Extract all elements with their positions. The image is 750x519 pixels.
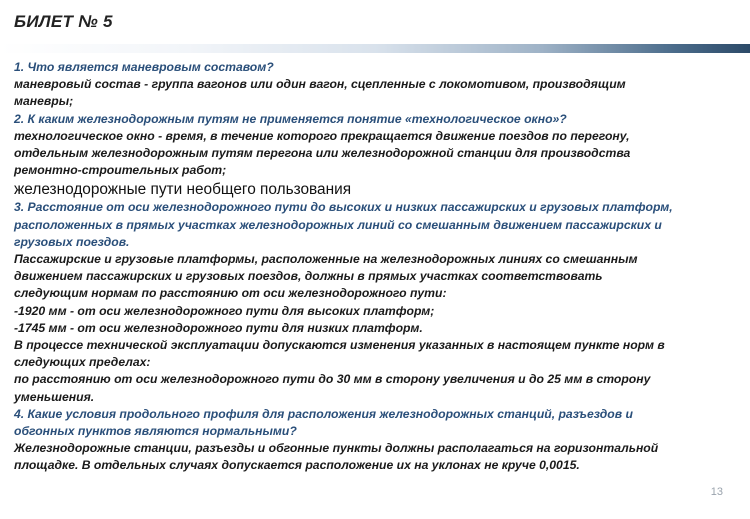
answer-line: отдельным железнодорожным путям перегона или железнодорожной станции для производства [14, 146, 631, 161]
answer-line: маневровый состав - группа вагонов или один вагон, сцепленные с локомотивом, производящим [14, 77, 626, 92]
question-line: 4. Какие условия продольного профиля для расположения железнодорожных станций, разъездов и [14, 406, 633, 421]
highlighted-answer: железнодорожные пути необщего пользования [14, 181, 352, 199]
answer-line: -1920 мм - от оси железнодорожного пути для высоких платформ; [14, 303, 435, 318]
answer-line: -1745 мм - от оси железнодорожного пути для низких платформ. [14, 320, 423, 335]
answer-line: уменьшения. [14, 389, 95, 404]
ticket-content [14, 59, 740, 475]
accent-bar [0, 44, 750, 53]
answer-line: технологическое окно - время, в течение которого прекращается движение поездов по перегону, [14, 128, 630, 143]
question-line: 1. Что является маневровым составом? [14, 60, 274, 74]
answer-line: Пассажирские и грузовые платформы, расположенные на железнодорожных линиях со смешанным [14, 252, 638, 267]
answer-line: следующих пределах: [14, 355, 151, 370]
question-line: 3. Расстояние от оси железнодорожного пути до высоких и низких пассажирских и грузовых платформ, [14, 200, 673, 215]
answer-line: по расстоянию от оси железнодорожного пути до 30 мм в сторону увеличения и до 25 мм в сторону [14, 372, 651, 387]
question-line: 2. К каким железнодорожным путям не применяется понятие «технологическое окно»? [14, 111, 567, 126]
page-number: 13 [710, 486, 723, 498]
answer-line: ремонтно-строительных работ; [14, 163, 227, 178]
answer-line: площадке. В отдельных случаях допускается расположение их на уклонах не круче 0,0015. [14, 458, 580, 473]
answer-line: В процессе технической эксплуатации допускаются изменения указанных в настоящем пункте норм в [14, 338, 665, 353]
question-line: обгонных пунктов являются нормальными? [14, 424, 297, 439]
answer-line: Железнодорожные станции, разъезды и обгонные пункты должны располагаться на горизонтальной [14, 441, 659, 456]
question-line: грузовых поездов. [14, 234, 130, 249]
answer-line: следующим нормам по расстоянию от оси железнодорожного пути: [14, 286, 447, 301]
answer-line: маневры; [14, 94, 74, 109]
ticket-title: БИЛЕТ № 5 [14, 12, 113, 31]
answer-line: движением пассажирских и грузовых поездов, должны в прямых участках соответствовать [14, 269, 603, 284]
question-line: расположенных в прямых участках железнодорожных линий со смешанным движением пассажирских и [14, 217, 662, 232]
